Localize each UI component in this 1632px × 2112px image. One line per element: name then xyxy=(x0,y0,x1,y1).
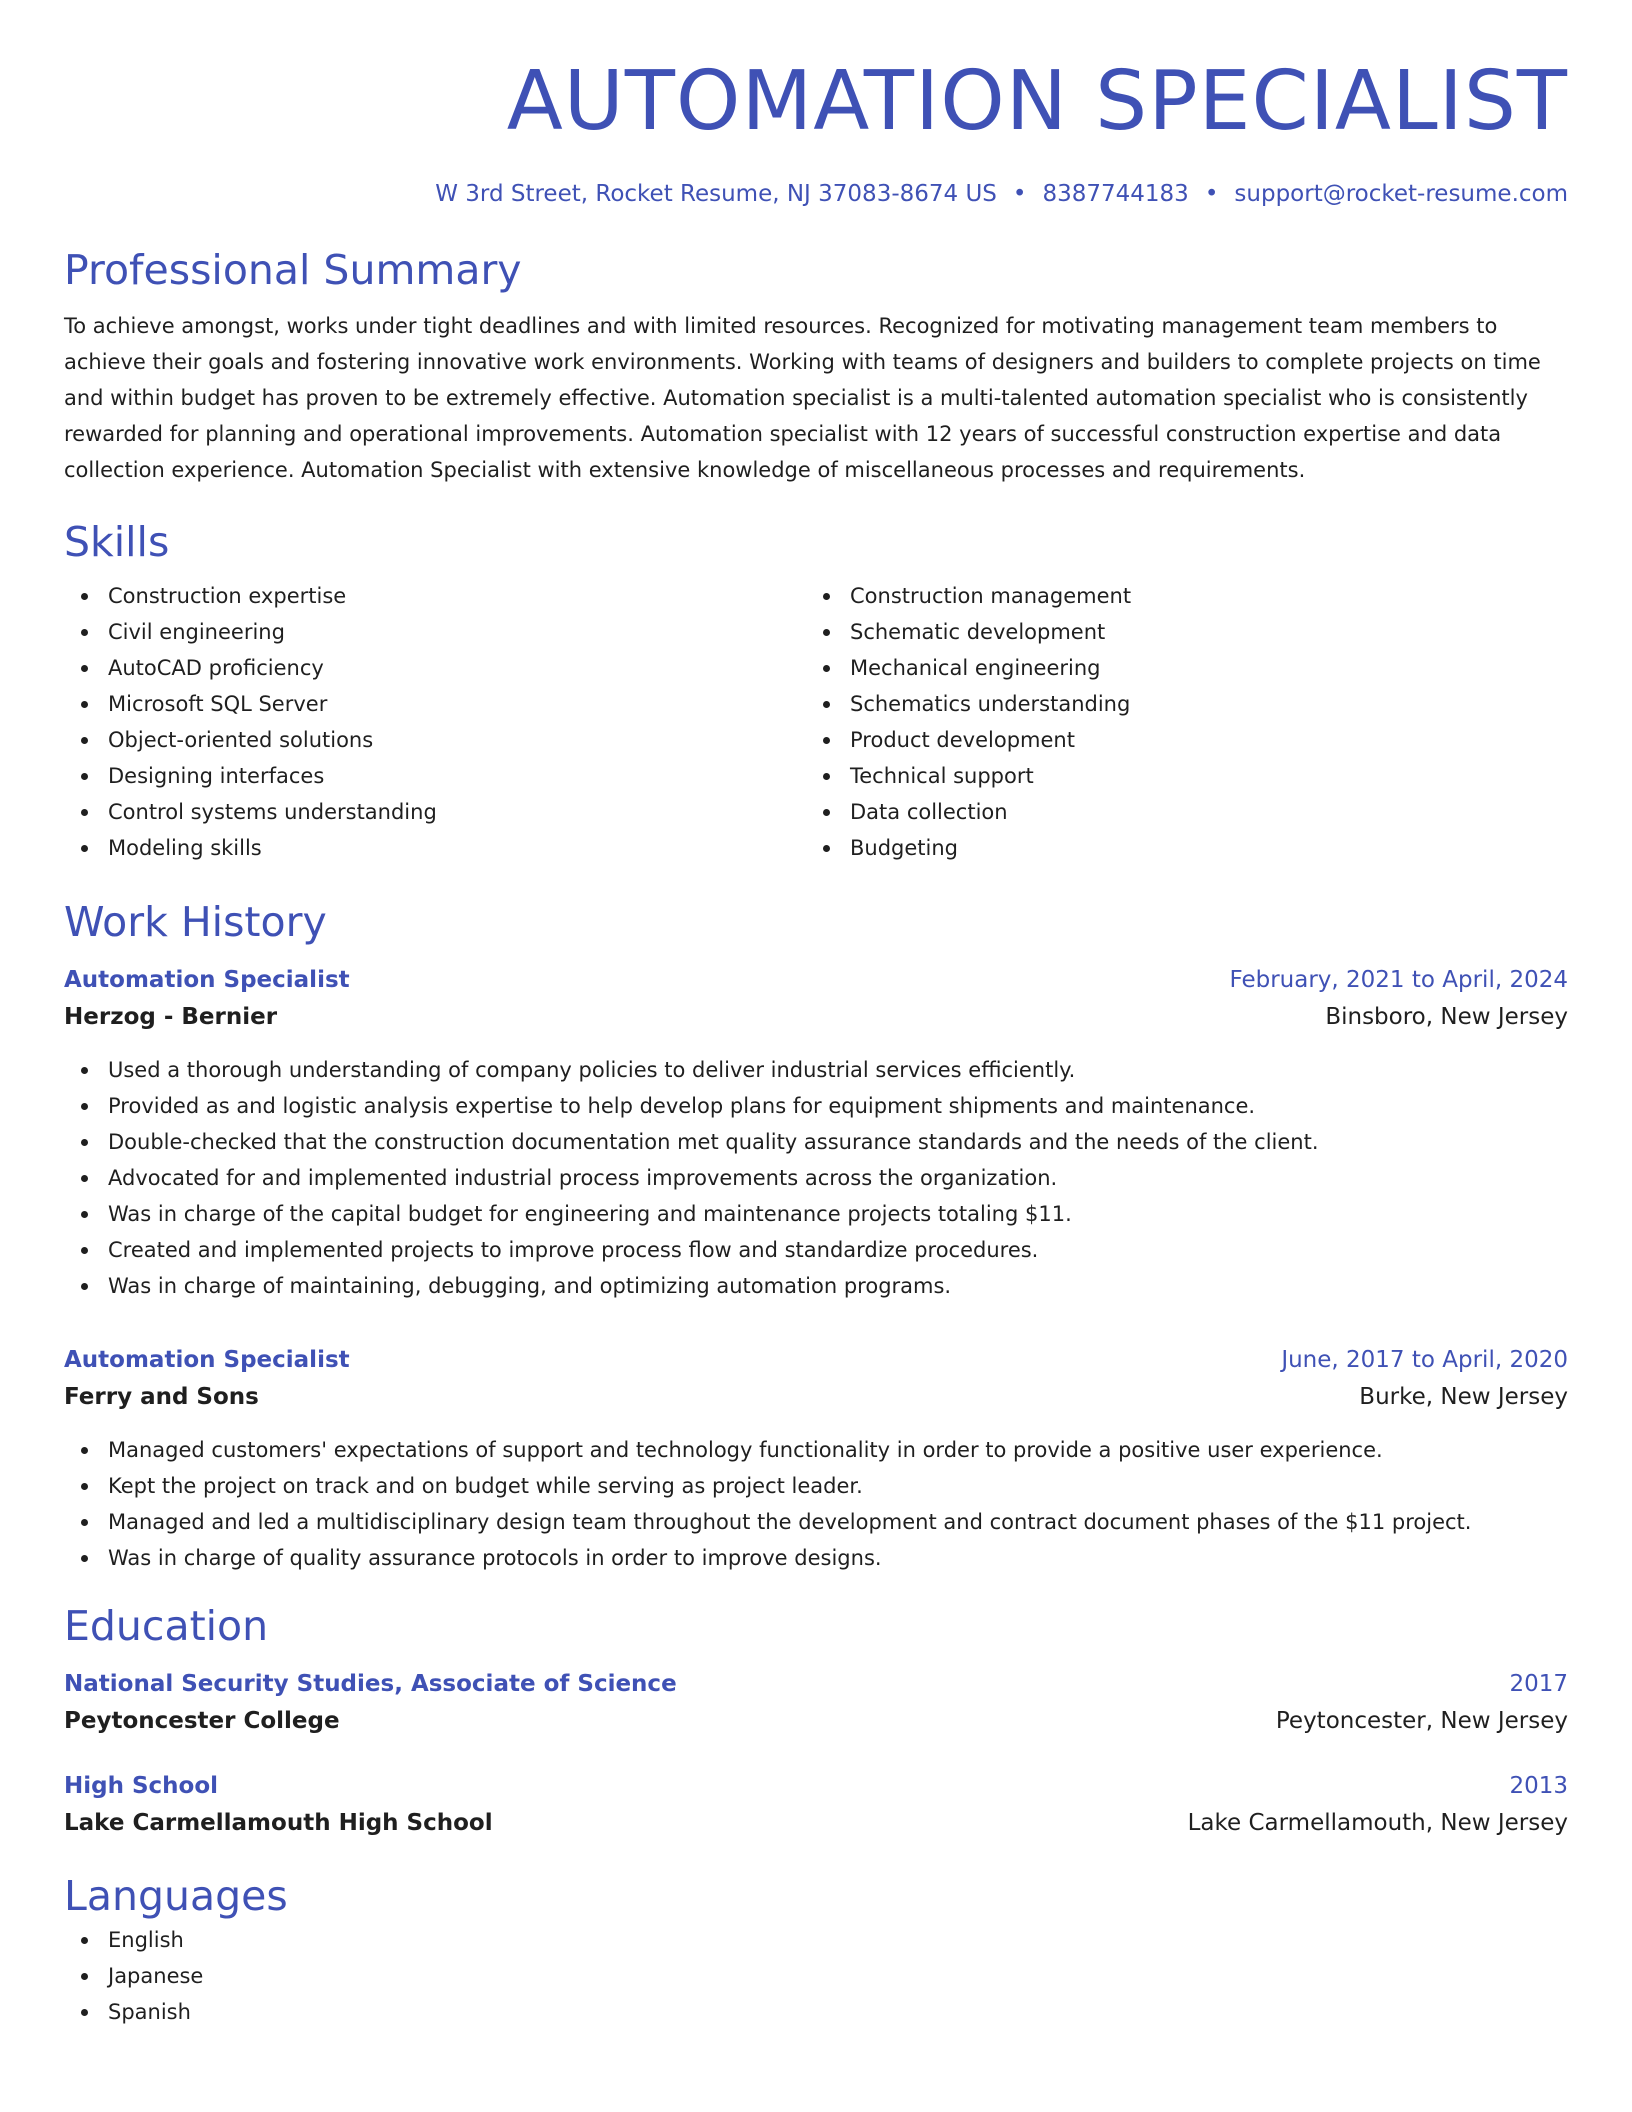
job-dates: June, 2017 to April, 2020 xyxy=(1281,1347,1568,1373)
skill-label: AutoCAD proficiency xyxy=(108,656,324,680)
summary-heading: Professional Summary xyxy=(64,246,522,294)
education-location: Lake Carmellamouth, New Jersey xyxy=(1187,1810,1568,1836)
job-company-row xyxy=(64,1378,1568,1416)
job-dates: February, 2021 to April, 2024 xyxy=(1229,967,1568,993)
skills-heading: Skills xyxy=(64,518,170,566)
education-header-row xyxy=(64,1666,1568,1702)
contact-line xyxy=(64,178,1568,210)
job-entry xyxy=(64,962,1568,1304)
skill-label: Mechanical engineering xyxy=(850,656,1101,680)
job-duty-text: Was in charge of quality assurance protocols in order to improve designs. xyxy=(108,1546,882,1570)
job-duty xyxy=(64,1432,1568,1468)
education-heading: Education xyxy=(64,1602,269,1650)
bullet-icon xyxy=(823,701,830,708)
job-duty-text: Kept the project on track and on budget while serving as project leader. xyxy=(108,1474,863,1498)
job-title: Automation Specialist xyxy=(64,1347,350,1373)
bullet-icon xyxy=(823,773,830,780)
contact-address: W 3rd Street, Rocket Resume, NJ 37083-8674 US xyxy=(435,181,997,207)
education-location: Peytoncester, New Jersey xyxy=(1275,1708,1568,1734)
skill-label: Designing interfaces xyxy=(108,764,325,788)
skill-label: Construction expertise xyxy=(108,584,347,608)
bullet-icon xyxy=(823,593,830,600)
bullet-icon xyxy=(81,1139,88,1146)
skills-list-left xyxy=(64,578,806,866)
bullet-icon xyxy=(81,1175,88,1182)
bullet-icon xyxy=(81,1103,88,1110)
bullet-icon xyxy=(81,1519,88,1526)
skills-list-right xyxy=(806,578,1548,866)
skill-item xyxy=(806,686,1548,722)
bullet-icon xyxy=(823,809,830,816)
skill-item xyxy=(64,722,806,758)
bullet-icon xyxy=(81,629,88,636)
education-school-row xyxy=(64,1702,1568,1740)
contact-email: support@rocket-resume.com xyxy=(1234,181,1568,207)
skills-column-right xyxy=(806,578,1548,866)
job-duty-text: Created and implemented projects to improve process flow and standardize procedures. xyxy=(108,1238,1039,1262)
bullet-icon xyxy=(81,809,88,816)
job-duty-text: Managed customers' expectations of support and technology functionality in order to provide a positive user experience. xyxy=(108,1438,1383,1462)
skill-label: Schematics understanding xyxy=(850,692,1131,716)
education-school: Lake Carmellamouth High School xyxy=(64,1810,493,1836)
skill-label: Control systems understanding xyxy=(108,800,437,824)
skill-item xyxy=(806,758,1548,794)
bullet-icon xyxy=(81,845,88,852)
skill-label: Product development xyxy=(850,728,1075,752)
contact-phone: 8387744183 xyxy=(1042,181,1189,207)
skills-grid xyxy=(64,578,1568,866)
skill-label: Object-oriented solutions xyxy=(108,728,374,752)
job-duty-text: Provided as and logistic analysis expertise to help develop plans for equipment shipments and maintenance. xyxy=(108,1094,1256,1118)
bullet-icon xyxy=(81,1247,88,1254)
bullet-icon xyxy=(81,1283,88,1290)
education-header-row xyxy=(64,1768,1568,1804)
bullet-icon xyxy=(81,1483,88,1490)
bullet-icon xyxy=(81,1937,88,1944)
skill-item xyxy=(64,578,806,614)
job-company-row xyxy=(64,998,1568,1036)
job-header-row xyxy=(64,1342,1568,1378)
bullet-icon xyxy=(81,1067,88,1074)
education-entry xyxy=(64,1666,1568,1740)
skill-item xyxy=(64,794,806,830)
job-duties-list xyxy=(64,1432,1568,1576)
job-location: Burke, New Jersey xyxy=(1359,1384,1568,1410)
skill-item xyxy=(64,830,806,866)
summary-text: To achieve amongst, works under tight deadlines and with limited resources. Recognized for motivating management team members to achieve their goals and fostering innovative work environments. Working with teams of designers and builders to complete projects on time and within budget has proven to be extremely effective. Automation specialist is a multi-talented automation specialist who is consistently rewarded for planning and operational improvements. Automation specialist with 12 years of successful construction expertise and data collection experience. Automation Specialist with extensive knowledge of miscellaneous processes and requirements. xyxy=(64,314,1541,482)
job-duty xyxy=(64,1196,1568,1232)
job-duty xyxy=(64,1088,1568,1124)
skill-label: Budgeting xyxy=(850,836,959,860)
contact-separator: • xyxy=(1012,181,1027,207)
job-duty xyxy=(64,1468,1568,1504)
job-entry xyxy=(64,1342,1568,1576)
skill-item xyxy=(64,758,806,794)
bullet-icon xyxy=(81,701,88,708)
language-label: Japanese xyxy=(108,1964,204,1988)
skill-label: Civil engineering xyxy=(108,620,285,644)
bullet-icon xyxy=(81,2009,88,2016)
skill-label: Technical support xyxy=(850,764,1034,788)
bullet-icon xyxy=(81,665,88,672)
bullet-icon xyxy=(823,737,830,744)
education-school-row xyxy=(64,1804,1568,1842)
job-duty-text: Advocated for and implemented industrial process improvements across the organization. xyxy=(108,1166,1058,1190)
language-label: Spanish xyxy=(108,2000,191,2024)
language-item xyxy=(64,1994,1568,2030)
skill-item xyxy=(806,794,1548,830)
job-duty-text: Used a thorough understanding of company policies to deliver industrial services efficiently. xyxy=(108,1058,1076,1082)
job-duty xyxy=(64,1268,1568,1304)
job-duty-text: Managed and led a multidisciplinary design team throughout the development and contract document phases of the $11 project. xyxy=(108,1510,1472,1534)
skill-item xyxy=(806,722,1548,758)
skills-column-left xyxy=(64,578,806,866)
skill-label: Data collection xyxy=(850,800,1008,824)
job-duty xyxy=(64,1052,1568,1088)
education-degree: National Security Studies, Associate of Science xyxy=(64,1671,677,1697)
job-duty xyxy=(64,1160,1568,1196)
education-entry xyxy=(64,1768,1568,1842)
skill-item xyxy=(64,614,806,650)
skill-item xyxy=(806,578,1548,614)
skill-item xyxy=(806,614,1548,650)
language-item xyxy=(64,1958,1568,1994)
resume-name: AUTOMATION SPECIALIST xyxy=(506,54,1568,149)
job-company: Herzog - Bernier xyxy=(64,1004,278,1030)
bullet-icon xyxy=(823,845,830,852)
bullet-icon xyxy=(81,1973,88,1980)
skill-label: Construction management xyxy=(850,584,1132,608)
education-year: 2013 xyxy=(1509,1773,1568,1799)
bullet-icon xyxy=(81,593,88,600)
job-duty xyxy=(64,1232,1568,1268)
skill-label: Schematic development xyxy=(850,620,1106,644)
job-location: Binsboro, New Jersey xyxy=(1325,1004,1568,1030)
bullet-icon xyxy=(81,773,88,780)
skill-item xyxy=(64,650,806,686)
job-company: Ferry and Sons xyxy=(64,1384,259,1410)
job-duties-list xyxy=(64,1052,1568,1304)
language-label: English xyxy=(108,1928,184,1952)
job-duty xyxy=(64,1540,1568,1576)
skill-label: Microsoft SQL Server xyxy=(108,692,328,716)
bullet-icon xyxy=(81,1555,88,1562)
bullet-icon xyxy=(81,1447,88,1454)
skill-item xyxy=(806,650,1548,686)
education-degree: High School xyxy=(64,1773,219,1799)
bullet-icon xyxy=(823,629,830,636)
education-year: 2017 xyxy=(1509,1671,1568,1697)
skill-item xyxy=(64,686,806,722)
bullet-icon xyxy=(823,665,830,672)
job-duty xyxy=(64,1124,1568,1160)
languages-heading: Languages xyxy=(64,1872,288,1920)
job-title: Automation Specialist xyxy=(64,967,350,993)
skill-label: Modeling skills xyxy=(108,836,262,860)
contact-separator: • xyxy=(1204,181,1219,207)
bullet-icon xyxy=(81,737,88,744)
job-duty-text: Was in charge of maintaining, debugging, and optimizing automation programs. xyxy=(108,1274,952,1298)
job-duty-text: Was in charge of the capital budget for engineering and maintenance projects totaling $11. xyxy=(108,1202,1072,1226)
language-item xyxy=(64,1922,1568,1958)
job-duty xyxy=(64,1504,1568,1540)
job-duty-text: Double-checked that the construction documentation met quality assurance standards and the needs of the client. xyxy=(108,1130,1319,1154)
bullet-icon xyxy=(81,1211,88,1218)
education-school: Peytoncester College xyxy=(64,1708,340,1734)
work-history-heading: Work History xyxy=(64,898,327,946)
skill-item xyxy=(806,830,1548,866)
job-header-row xyxy=(64,962,1568,998)
languages-list xyxy=(64,1922,1568,2030)
